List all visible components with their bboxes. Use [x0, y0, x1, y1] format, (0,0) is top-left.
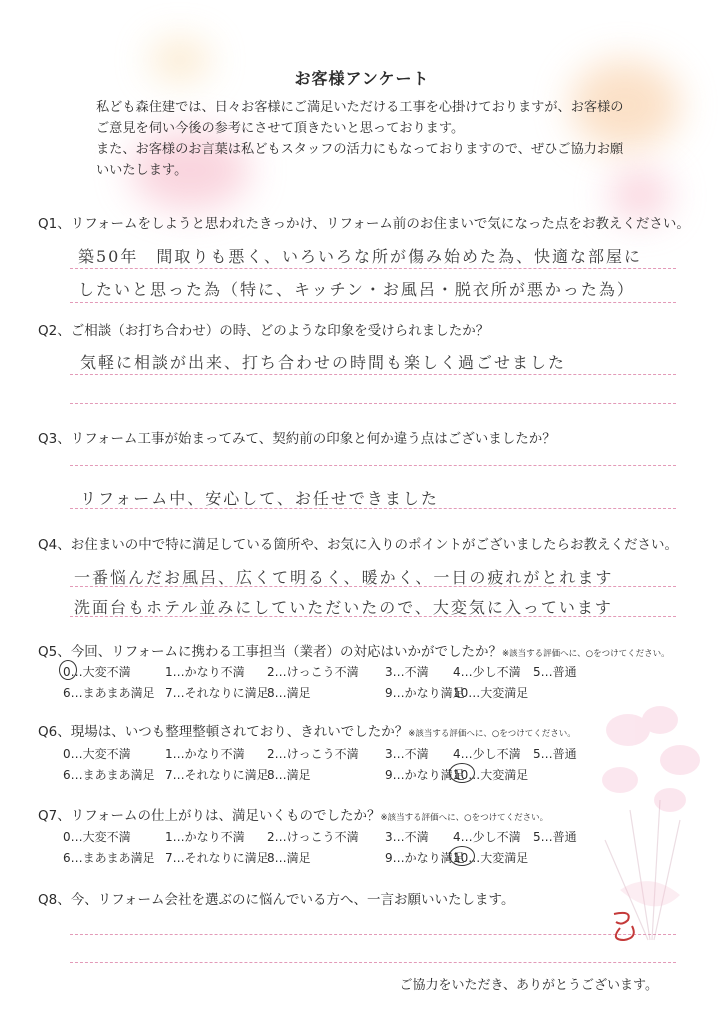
q6-question-text: Q6、現場は、いつも整理整頓されており、きれいでしたか？ — [38, 724, 409, 740]
rating-option-0[interactable]: 0…大変不満 — [63, 747, 131, 761]
q1-answer-line: 築50年 間取りも悪く、いろいろな所が傷み始めた為、快適な部屋に — [78, 247, 643, 266]
intro-line: ご意見を伺い今後の参考にさせて頂きたいと思っております。 — [96, 121, 465, 136]
answer-line — [70, 403, 676, 404]
rating-option-8[interactable]: 8…満足 — [267, 851, 311, 865]
handwritten-mark — [604, 906, 644, 946]
rating-option-7[interactable]: 7…それなりに満足 — [165, 851, 269, 865]
rating-option-4[interactable]: 4…少し不満 — [453, 747, 521, 761]
answer-line — [70, 268, 676, 269]
rating-option-5[interactable]: 5…普通 — [533, 747, 577, 761]
q7-note: ※該当する評価へに、○をつけてください。 — [380, 813, 549, 823]
page-title: お客様アンケート — [294, 69, 430, 88]
q1-answer-line: したいと思った為（特に、キッチン・お風呂・脱衣所が悪かった為） — [78, 280, 635, 299]
intro-line: 私ども森住建では、日々お客様にご満足いただける工事を心掛けておりますが、お客様の — [96, 100, 624, 115]
rating-option-3[interactable]: 3…不満 — [385, 665, 429, 679]
q6-note: ※該当する評価へに、○をつけてください。 — [408, 729, 576, 739]
rating-option-6[interactable]: 6…まあまあ満足 — [63, 768, 155, 782]
answer-line — [70, 616, 676, 617]
answer-line — [70, 302, 676, 303]
rating-option-9[interactable]: 9…かなり満足 — [385, 851, 465, 865]
rating-option-2[interactable]: 2…けっこう不満 — [267, 747, 359, 761]
rating-option-1[interactable]: 1…かなり不満 — [165, 665, 245, 679]
rating-option-5[interactable]: 5…普通 — [533, 665, 577, 679]
rating-option-7[interactable]: 7…それなりに満足 — [165, 686, 269, 700]
q7-question — [38, 804, 548, 824]
intro-text — [96, 97, 656, 181]
rating-option-10[interactable]: 10…大変満足 — [453, 768, 529, 782]
q5-question — [38, 640, 670, 660]
rating-option-5[interactable]: 5…普通 — [533, 830, 577, 844]
q1-question: Q1、リフォームをしようと思われたきっかけ、リフォーム前のお住まいで気になった点をお教えください。 — [38, 216, 690, 232]
q7-question-text: Q7、リフォームの仕上がりは、満足いくものでしたか？ — [38, 808, 381, 824]
answer-line — [70, 374, 676, 375]
q5-question-text: Q5、今回、リフォームに携わる工事担当（業者）の対応はいかがでしたか？ — [38, 644, 503, 660]
answer-line — [70, 586, 676, 587]
rating-option-10[interactable]: 10…大変満足 — [453, 851, 529, 865]
q6-question — [38, 720, 576, 740]
answer-line — [70, 508, 676, 509]
selected-circle-mark — [449, 763, 475, 783]
rating-option-1[interactable]: 1…かなり不満 — [165, 747, 245, 761]
rating-option-1[interactable]: 1…かなり不満 — [165, 830, 245, 844]
rating-option-6[interactable]: 6…まあまあ満足 — [63, 686, 155, 700]
rating-option-10[interactable]: 10…大変満足 — [453, 686, 529, 700]
q2-answer-line: 気軽に相談が出来、打ち合わせの時間も楽しく過ごせました — [80, 353, 567, 372]
q3-question: Q3、リフォーム工事が始まってみて、契約前の印象と何か違う点はございましたか？ — [38, 431, 556, 447]
answer-line — [70, 465, 676, 466]
selected-circle-mark — [59, 660, 77, 680]
q3-answer-line: リフォーム中、安心して、お任せできました — [80, 489, 439, 508]
rating-option-3[interactable]: 3…不満 — [385, 747, 429, 761]
rating-option-9[interactable]: 9…かなり満足 — [385, 686, 465, 700]
rating-option-9[interactable]: 9…かなり満足 — [385, 768, 465, 782]
rating-option-4[interactable]: 4…少し不満 — [453, 830, 521, 844]
thanks-message: ご協力をいただき、ありがとうございます。 — [399, 978, 658, 993]
intro-line: いいたします。 — [96, 163, 188, 178]
q4-question: Q4、お住まいの中で特に満足している箇所や、お気に入りのポイントがございましたらお教えください。 — [38, 537, 678, 553]
q8-question: Q8、今、リフォーム会社を選ぶのに悩んでいる方へ、一言お願いいたします。 — [38, 892, 515, 908]
rating-option-2[interactable]: 2…けっこう不満 — [267, 665, 359, 679]
answer-line — [70, 962, 676, 963]
rating-option-3[interactable]: 3…不満 — [385, 830, 429, 844]
rating-option-2[interactable]: 2…けっこう不満 — [267, 830, 359, 844]
rating-option-6[interactable]: 6…まあまあ満足 — [63, 851, 155, 865]
q2-question: Q2、ご相談（お打ち合わせ）の時、どのような印象を受けられましたか？ — [38, 323, 490, 339]
q4-answer-line: 洗面台もホテル並みにしていただいたので、大変気に入っています — [74, 598, 613, 617]
q4-answer-line: 一番悩んだお風呂、広くて明るく、暖かく、一日の疲れがとれます — [74, 568, 614, 587]
selected-circle-mark — [449, 846, 475, 866]
rating-option-8[interactable]: 8…満足 — [267, 686, 311, 700]
rating-option-0[interactable]: 0…大変不満 — [63, 830, 131, 844]
rating-option-4[interactable]: 4…少し不満 — [453, 665, 521, 679]
rating-option-8[interactable]: 8…満足 — [267, 768, 311, 782]
intro-line: また、お客様のお言葉は私どもスタッフの活力にもなっておりますので、ぜひご協力お願 — [96, 142, 624, 157]
rating-option-7[interactable]: 7…それなりに満足 — [165, 768, 269, 782]
q5-note: ※該当する評価へに、○をつけてください。 — [502, 649, 670, 659]
rating-option-0[interactable]: 0…大変不満 — [63, 665, 131, 679]
